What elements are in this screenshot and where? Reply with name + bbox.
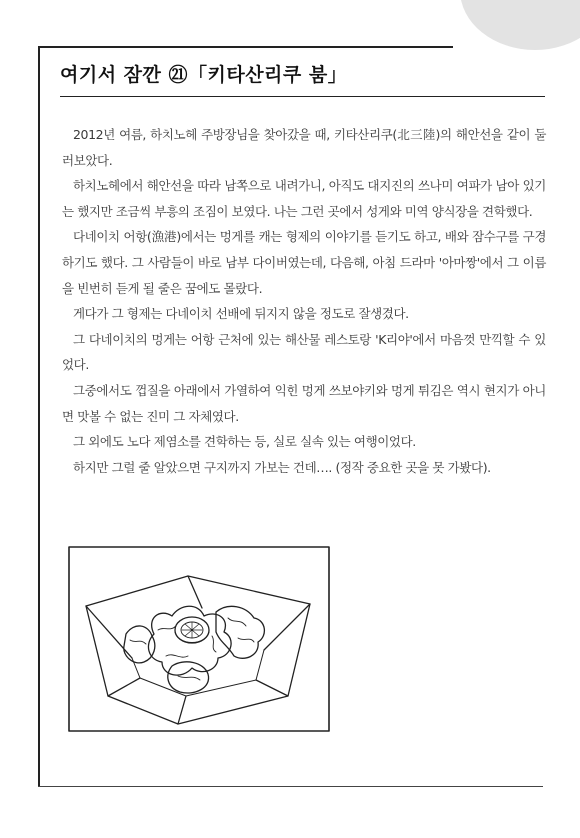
fried-texture-left <box>130 640 146 644</box>
page-title: 여기서 잠깐 ㉑「키타산리쿠 붐」 <box>60 64 348 86</box>
title-underline <box>60 96 545 97</box>
paragraph: 하치노헤에서 해안선을 따라 남쪽으로 내려가니, 아직도 대지진의 쓰나미 여파가 남아 있기는 했지만 조금씩 부흥의 조짐이 보였다. 나는 그런 곳에서 성게와 미역 양식장을 견학했다. <box>62 178 546 219</box>
fried-texture-front <box>178 676 200 680</box>
paragraph: 그 다네이치의 멍게는 어항 근처에 있는 해산물 레스토랑 'K리야'에서 마음껏 만끽할 수 있었다. <box>62 331 546 373</box>
frame-left-border <box>38 46 40 786</box>
citrus-segments <box>182 622 202 638</box>
corner-decoration <box>460 0 580 50</box>
dish-inner-walls <box>86 576 310 724</box>
paragraph: 하지만 그럴 줄 알았으면 구지까지 가보는 건데…. (정작 중요한 곳을 못 가봤다). <box>73 459 491 475</box>
paragraph: 그 외에도 노다 제염소를 견학하는 등, 실로 실속 있는 여행이었다. <box>73 434 416 450</box>
fried-piece-right <box>216 606 264 658</box>
fried-texture-right <box>228 618 254 642</box>
frame-bottom-border <box>38 786 543 787</box>
article-body <box>62 122 546 480</box>
paragraph: 그중에서도 껍질을 아래에서 가열하여 익힌 멍게 쓰보야키와 멍게 튀김은 역시 현지가 아니면 맛볼 수 없는 진미 그 자체였다. <box>62 382 546 424</box>
paragraph: 2012년 여름, 하치노헤 주방장님을 찾아갔을 때, 키타산리쿠(北三陸)의 해안선을 같이 둘러보았다. <box>62 127 546 168</box>
frame-top-border <box>38 46 453 48</box>
paragraph: 다네이치 어항(漁港)에서는 멍게를 캐는 형제의 이야기를 듣기도 하고, 배와 잠수구를 구경하기도 했다. 그 사람들이 바로 남부 다이버였는데, 다음해, 아침 드라마 '아마짱'에서 그 이름을 빈번히 듣게 될 줄은 꿈에도 몰랐다. <box>62 229 546 296</box>
fried-piece-left <box>124 626 155 663</box>
sea-squirt-dish-illustration <box>68 546 330 732</box>
paragraph: 게다가 그 형제는 다네이치 선배에 뒤지지 않을 정도로 잘생겼다. <box>73 306 409 322</box>
